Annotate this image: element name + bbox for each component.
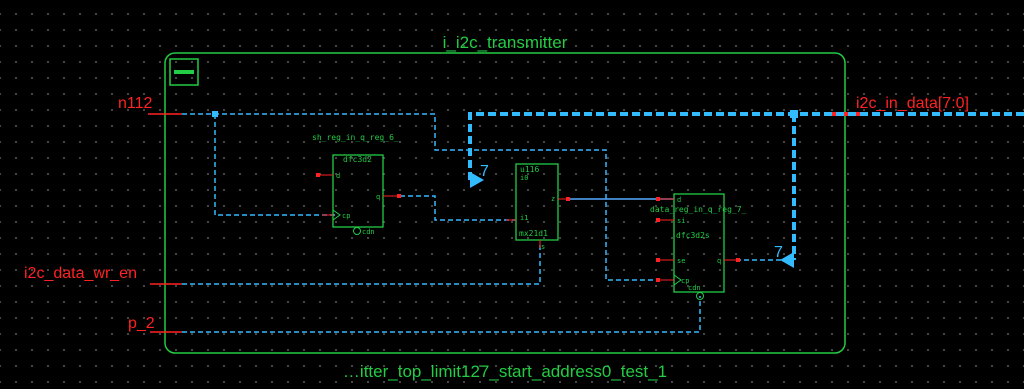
- cell-sh-reg-pin-cp: cp: [342, 212, 351, 220]
- cell-mux-pin-s: s: [541, 243, 546, 251]
- pin-data-reg-cp[interactable]: [656, 278, 660, 282]
- cell-mux-pin-i1: i1: [520, 214, 529, 222]
- cell-data-reg-clock-symbol: [674, 275, 681, 285]
- pin-mux-z[interactable]: [566, 197, 570, 201]
- bus-width-label-left: 7: [480, 163, 489, 180]
- pin-data-reg-se[interactable]: [656, 258, 660, 262]
- cell-data-reg-pin-q: q: [717, 257, 722, 265]
- net-i2c-data-wr-en[interactable]: [182, 244, 540, 284]
- pin-data-reg-si[interactable]: [656, 218, 660, 222]
- module-footer: …itter_top_limit127_start_address0_test_1: [342, 362, 668, 381]
- pin-sh-reg-d[interactable]: [316, 173, 320, 177]
- net-n112[interactable]: [182, 114, 660, 280]
- cell-sh-reg[interactable]: [312, 133, 401, 236]
- net-sh-reg-q[interactable]: [400, 196, 516, 220]
- port-label-n112: n112: [118, 95, 153, 112]
- net-n112-clock[interactable]: [215, 114, 335, 215]
- cell-sh-reg-type: dfc3d2: [343, 155, 372, 164]
- junction-n112: [212, 111, 218, 117]
- bus-width-label-right: 7: [774, 244, 783, 261]
- cell-data-reg[interactable]: [650, 194, 747, 300]
- cell-data-reg-pin-cp: cp: [681, 277, 690, 285]
- bus-i2c-in-data[interactable]: [470, 114, 1024, 180]
- cell-data-reg-type: dfc3d2s: [676, 231, 710, 240]
- cell-data-reg-pin-d: d: [677, 196, 682, 204]
- pin-data-reg-d[interactable]: [656, 197, 660, 201]
- cell-sh-reg-pin-d: d: [336, 172, 341, 180]
- pin-data-reg-q[interactable]: [736, 258, 740, 262]
- port-label-i2c-in-data: i2c_in_data[7:0]: [856, 95, 969, 112]
- cell-mux-type: mx21d1: [519, 229, 548, 238]
- port-label-p-2: p_2: [128, 315, 155, 332]
- cell-data-reg-pin-se: se: [677, 257, 686, 265]
- cell-mux-instance: u116: [520, 165, 540, 174]
- port-label-i2c-data-wr-en: i2c_data_wr_en: [24, 265, 137, 282]
- cell-data-reg-instance: data_reg_in_q_reg_7_: [650, 205, 747, 214]
- cell-data-reg-pin-si: si: [677, 217, 686, 225]
- collapse-icon[interactable]: [170, 59, 198, 85]
- module-title: i_i2c_transmitter: [442, 33, 568, 52]
- cell-mux[interactable]: [506, 164, 570, 251]
- junction-bus: [790, 110, 798, 118]
- cell-mux-pin-z: z: [551, 195, 556, 203]
- cell-mux-pin-i0: i0: [520, 174, 529, 182]
- cell-sh-reg-instance: sh_reg_in_q_reg_6_: [312, 133, 399, 142]
- cell-sh-reg-pin-q: q: [376, 193, 381, 201]
- pin-sh-reg-q[interactable]: [397, 194, 401, 198]
- module-boundary[interactable]: [165, 53, 845, 353]
- cell-sh-reg-cdn-bubble: [354, 228, 361, 235]
- cell-data-reg-pin-cdn: cdn: [688, 284, 701, 292]
- cell-sh-reg-pin-cdn: cdn: [362, 228, 375, 236]
- net-p-2[interactable]: [182, 296, 700, 332]
